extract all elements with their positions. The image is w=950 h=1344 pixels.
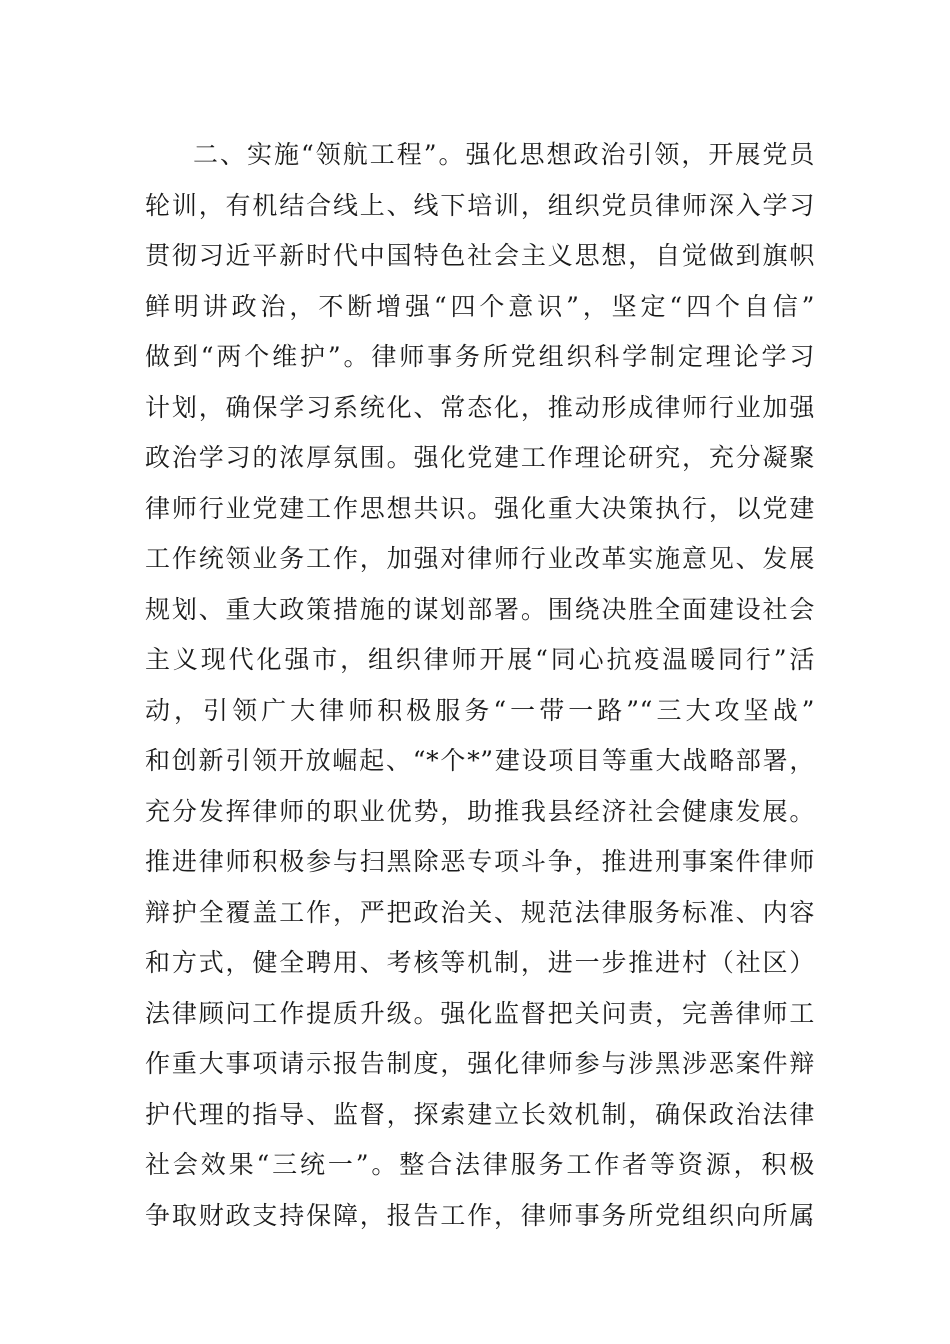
paragraph-line: 作重大事项请示报告制度，强化律师参与涉黑涉恶案件辩: [145, 1049, 815, 1078]
paragraph-line: 法律顾问工作提质升级。强化监督把关问责，完善律师工: [145, 998, 815, 1028]
paragraph-line: 主义现代化强市，组织律师开展“同心抗疫温暖同行”活: [145, 645, 815, 674]
paragraph-line: 充分发挥律师的职业优势，助推我县经济社会健康发展。: [145, 796, 815, 826]
paragraph-line: 和创新引领开放崛起、“*个*”建设项目等重大战略部署，: [145, 746, 815, 775]
paragraph-line: 政治学习的浓厚氛围。强化党建工作理论研究，充分凝聚: [145, 443, 815, 472]
paragraph-line: 动，引领广大律师积极服务“一带一路”“三大攻坚战”: [145, 695, 815, 725]
paragraph-line: 工作统领业务工作，加强对律师行业改革实施意见、发展: [145, 544, 815, 573]
paragraph-line: 计划，确保学习系统化、常态化，推动形成律师行业加强: [145, 392, 815, 422]
paragraph-line: 争取财政支持保障，报告工作，律师事务所党组织向所属: [145, 1200, 815, 1230]
paragraph-line: 贯彻习近平新时代中国特色社会主义思想，自觉做到旗帜: [145, 241, 815, 270]
body-paragraph: [145, 130, 815, 1241]
paragraph-line: 鲜明讲政治，不断增强“四个意识”，坚定“四个自信”: [145, 291, 815, 321]
paragraph-line: 二、实施“领航工程”。强化思想政治引领，开展党员: [193, 140, 815, 169]
paragraph-line: 推进律师积极参与扫黑除恶专项斗争，推进刑事案件律师: [145, 847, 815, 876]
paragraph-line: 规划、重大政策措施的谋划部署。围绕决胜全面建设社会: [145, 594, 815, 624]
paragraph-line: 护代理的指导、监督，探索建立长效机制，确保政治法律: [145, 1099, 815, 1129]
paragraph-line: 辩护全覆盖工作，严把政治关、规范法律服务标准、内容: [145, 897, 815, 927]
paragraph-line: 轮训，有机结合线上、线下培训，组织党员律师深入学习: [145, 190, 815, 220]
paragraph-line: 社会效果“三统一”。整合法律服务工作者等资源，积极: [145, 1150, 815, 1179]
paragraph-line: 律师行业党建工作思想共识。强化重大决策执行，以党建: [145, 493, 815, 523]
paragraph-line: 和方式，健全聘用、考核等机制，进一步推进村（社区）: [145, 948, 815, 977]
paragraph-line: 做到“两个维护”。律师事务所党组织科学制定理论学习: [145, 342, 815, 371]
